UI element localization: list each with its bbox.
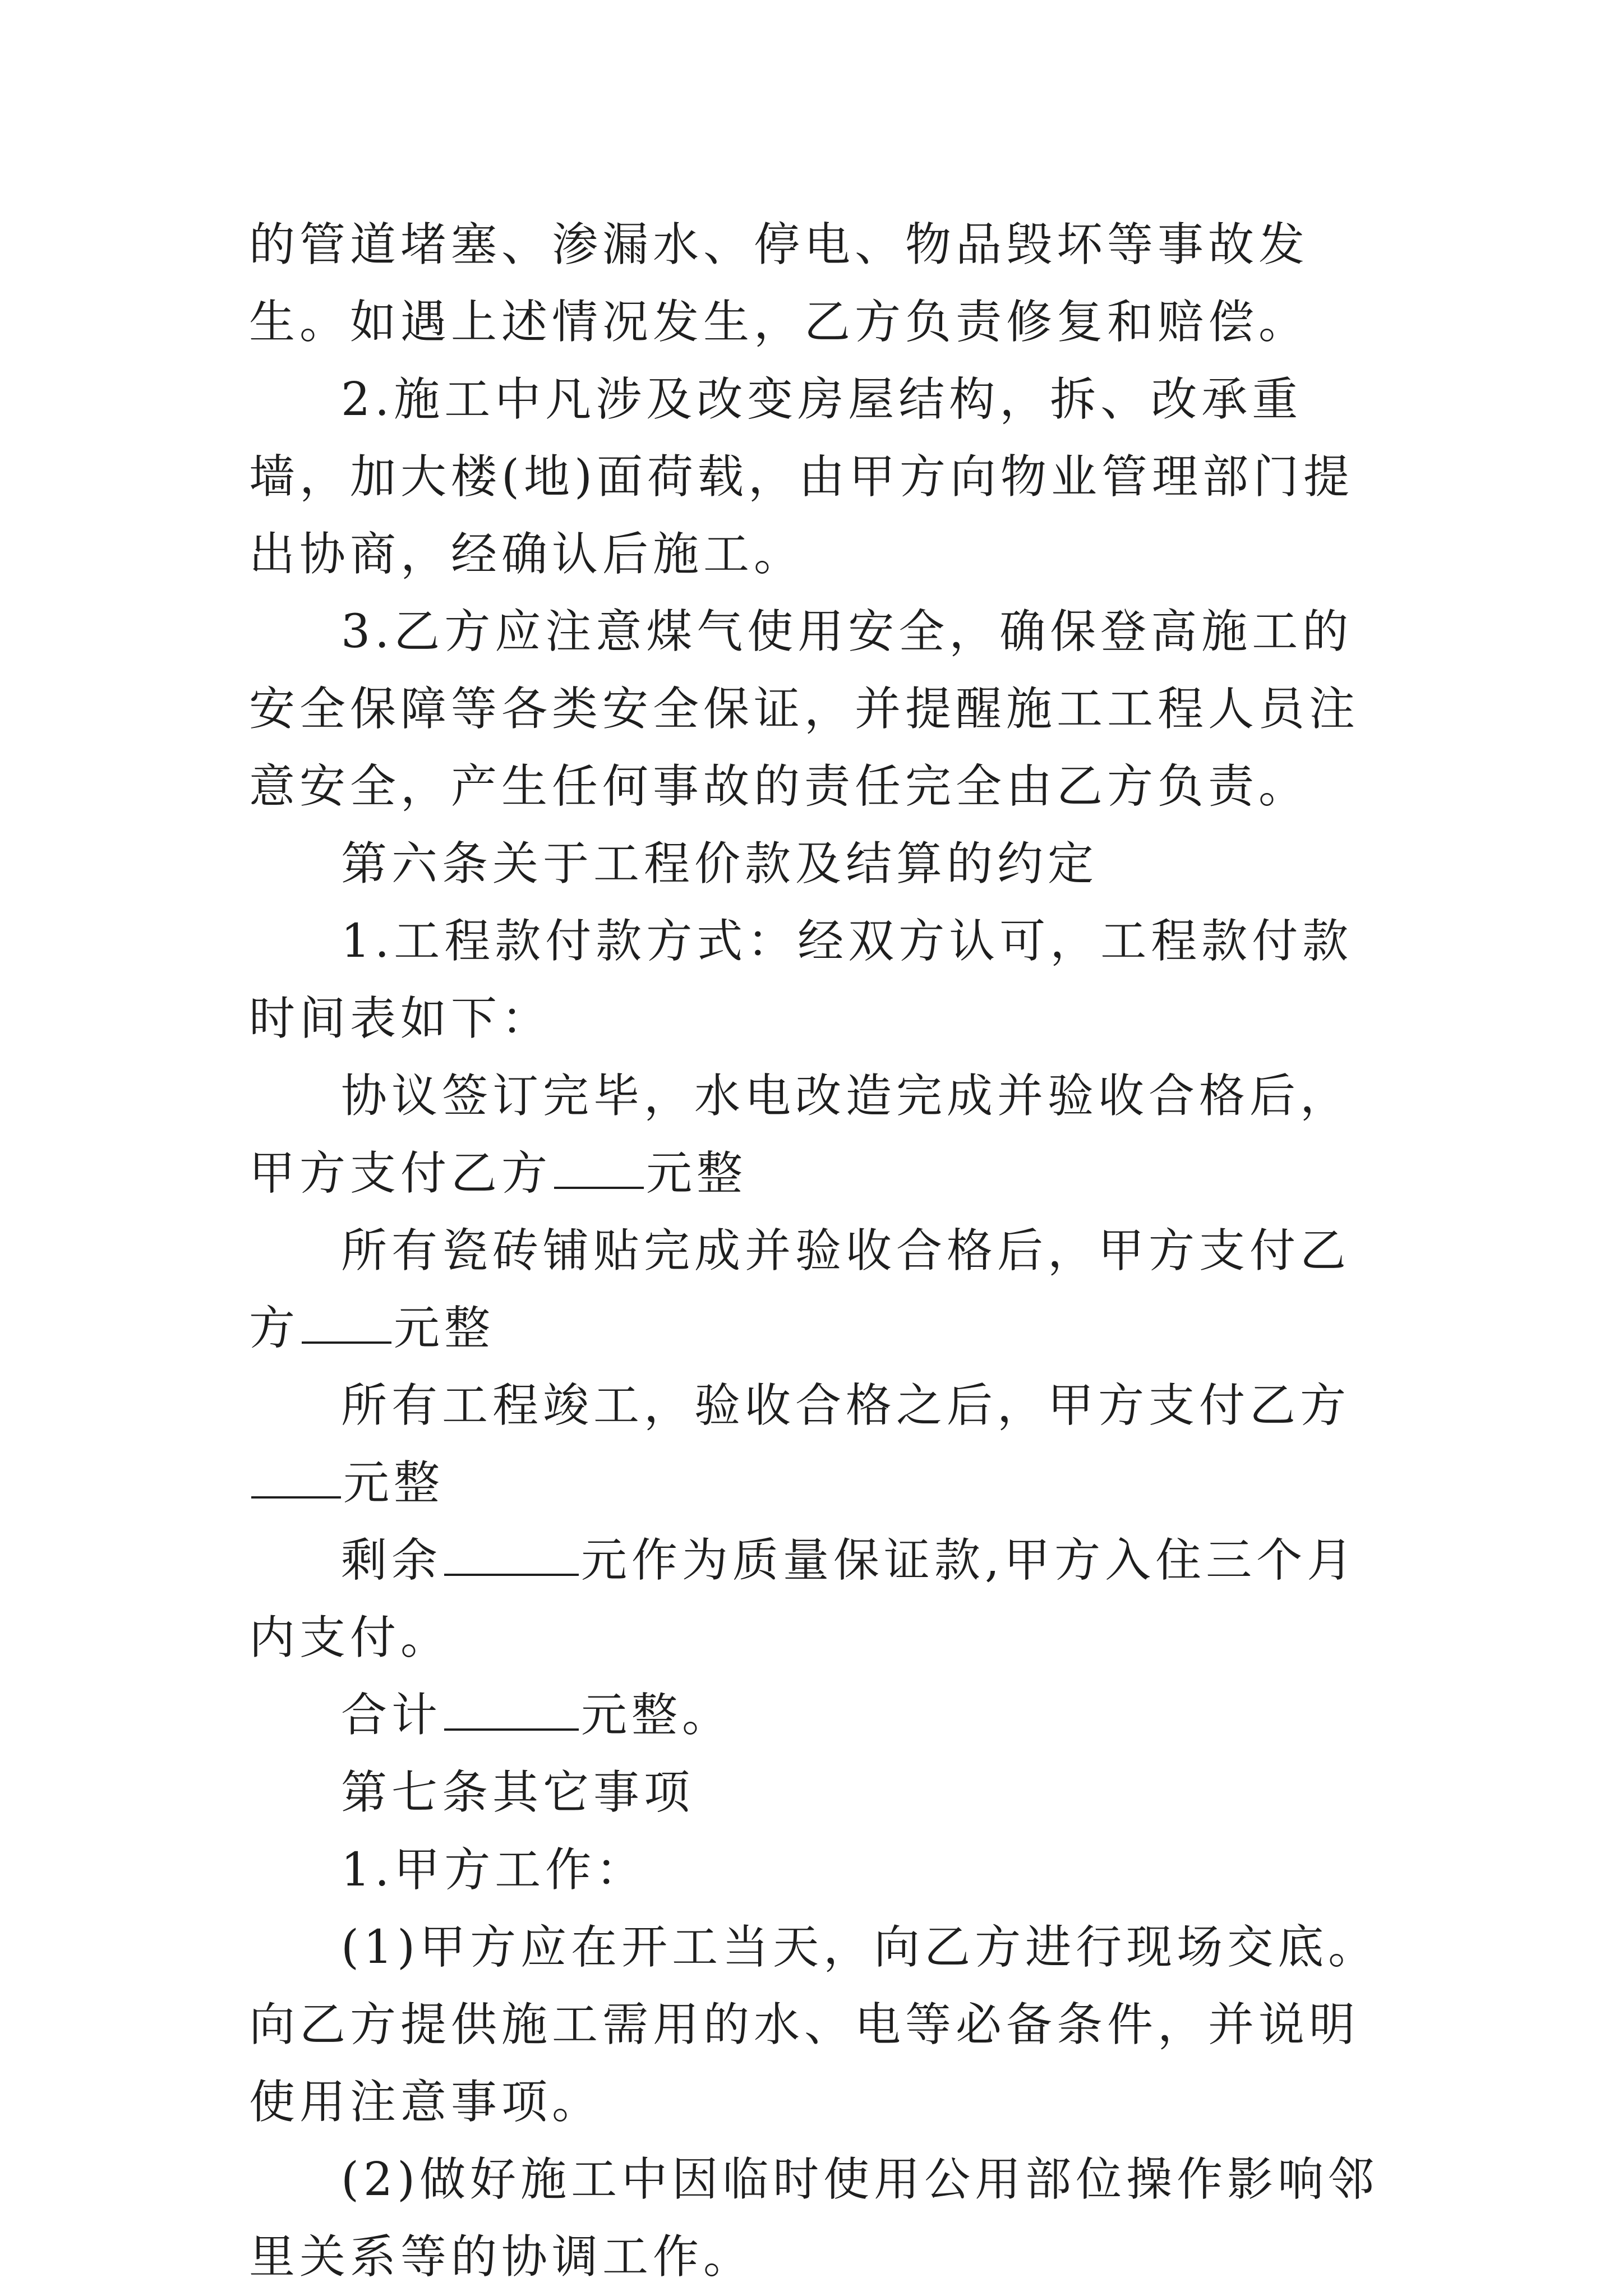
payment-total-text: 合计 (341, 1689, 442, 1742)
payment-second-blank[interactable] (302, 1302, 391, 1344)
payment-remaining-blank[interactable] (444, 1534, 579, 1576)
payment-remaining-text: 剩余 (341, 1534, 442, 1587)
payment-total-unit: 元整。 (581, 1689, 733, 1742)
payment-remaining (249, 1522, 1387, 1677)
document-body (249, 206, 1387, 2296)
payment-total-blank[interactable] (444, 1689, 579, 1731)
paragraph-safety: 3.乙方应注意煤气使用安全，确保登高施工的安全保障等各类安全保证，并提醒施工工程人员注意安全，产生任何事故的责任完全由乙方负责。 (249, 605, 1360, 813)
payment-second-text: 所有瓷砖铺贴完成并验收合格后，甲方支付乙方 (249, 1224, 1351, 1355)
payment-first-text: 协议签订完毕，水电改造完成并验收合格后，甲方支付乙方 (249, 1069, 1351, 1200)
article-seven-title: 第七条其它事项 (341, 1766, 695, 1819)
party-a-item-2: (2)做好施工中因临时使用公用部位操作影响邻里关系等的协调工作。 (249, 2153, 1379, 2284)
payment-second-unit: 元整 (394, 1302, 495, 1355)
payment-total (249, 1677, 1387, 1754)
payment-first-unit: 元整 (646, 1147, 748, 1200)
payment-method: 1.工程款付款方式：经双方认可，工程款付款时间表如下： (249, 915, 1353, 1045)
payment-third-blank[interactable] (251, 1457, 341, 1499)
paragraph-structure-change: 2.施工中凡涉及改变房屋结构，拆、改承重墙，加大楼(地)面荷载，由甲方向物业管理部门提出协商，经确认后施工。 (249, 373, 1354, 581)
payment-third-text: 所有工程竣工，验收合格之后，甲方支付乙方 (341, 1379, 1351, 1432)
article-six-title: 第六条关于工程价款及结算的约定 (341, 837, 1099, 891)
payment-first-blank[interactable] (554, 1147, 644, 1189)
payment-first (249, 1058, 1387, 1212)
payment-remaining-note: 元作为质量保证款,甲方入住三个月内支付。 (249, 1534, 1358, 1665)
payment-third (249, 1367, 1387, 1522)
payment-third-unit: 元整 (343, 1456, 445, 1510)
party-a-work-title: 1.甲方工作： (341, 1843, 647, 1897)
paragraph-accident-liability: 的管道堵塞、渗漏水、停电、物品毁坏等事故发生。如遇上述情况发生，乙方负责修复和赔偿。 (249, 218, 1310, 349)
payment-second (249, 1212, 1387, 1367)
party-a-item-1: (1)甲方应在开工当天，向乙方进行现场交底。向乙方提供施工需用的水、电等必备条件，并说明使用注意事项。 (249, 1921, 1379, 2129)
